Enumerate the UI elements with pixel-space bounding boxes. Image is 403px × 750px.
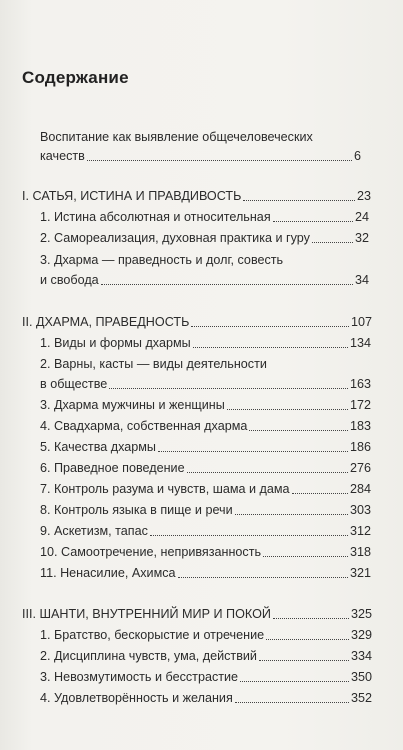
toc-entry[interactable] bbox=[40, 336, 371, 351]
toc-entry-text: 4. Удовлетворённость и желания bbox=[40, 691, 233, 705]
leader-dots bbox=[109, 388, 348, 389]
leader-dots bbox=[266, 639, 349, 640]
toc-entry-page: 303 bbox=[349, 503, 371, 517]
leader-dots bbox=[227, 409, 348, 410]
toc-entry-page: 329 bbox=[350, 628, 372, 642]
toc-entry-text: 7. Контроль разума и чувств, шама и дама bbox=[40, 482, 290, 496]
toc-entry-page: 6 bbox=[353, 149, 361, 163]
toc-entry-page: 321 bbox=[349, 566, 371, 580]
toc-entry[interactable] bbox=[40, 566, 371, 581]
leader-dots bbox=[259, 660, 349, 661]
toc-entry-text: 3. Дхарма мужчины и женщины bbox=[40, 398, 225, 412]
leader-dots bbox=[235, 514, 348, 515]
toc-entry-text: I. САТЬЯ, ИСТИНА И ПРАВДИВОСТЬ bbox=[22, 189, 242, 203]
toc-section-3[interactable] bbox=[22, 607, 372, 622]
toc-section-1[interactable] bbox=[22, 189, 371, 204]
leader-dots bbox=[101, 284, 353, 285]
toc-entry-line-1: 2. Варны, касты — виды деятельности bbox=[40, 357, 267, 371]
toc-entry[interactable] bbox=[40, 628, 372, 643]
leader-dots bbox=[249, 430, 348, 431]
toc-entry-line-1: 3. Дхарма — праведность и долг, совесть bbox=[40, 253, 284, 267]
toc-entry-text: 1. Истина абсолютная и относительная bbox=[40, 210, 271, 224]
toc-entry-page: 24 bbox=[354, 210, 369, 224]
toc-entry[interactable] bbox=[40, 524, 371, 539]
leader-dots bbox=[178, 577, 348, 578]
toc-entry-page: 32 bbox=[354, 231, 369, 245]
toc-entry[interactable] bbox=[40, 273, 369, 288]
toc-entry-text: 11. Ненасилие, Ахимса bbox=[40, 566, 176, 580]
toc-entry[interactable] bbox=[40, 461, 371, 476]
toc-entry-text: 2. Самореализация, духовная практика и гуру bbox=[40, 231, 310, 245]
toc-entry-intro[interactable] bbox=[40, 149, 361, 164]
toc-entry-page: 352 bbox=[350, 691, 372, 705]
toc-entry-page: 186 bbox=[349, 440, 371, 454]
toc-entry-page: 325 bbox=[350, 607, 372, 621]
leader-dots bbox=[187, 472, 348, 473]
leader-dots bbox=[263, 556, 348, 557]
leader-dots bbox=[273, 221, 353, 222]
toc-entry[interactable] bbox=[40, 231, 369, 246]
toc-entry-page: 172 bbox=[349, 398, 371, 412]
leader-dots bbox=[312, 242, 353, 243]
toc-entry-text: 1. Братство, бескорыстие и отречение bbox=[40, 628, 265, 642]
toc-section-2[interactable] bbox=[22, 315, 372, 330]
toc-entry-page: 34 bbox=[354, 273, 369, 287]
leader-dots bbox=[158, 451, 348, 452]
leader-dots bbox=[292, 493, 348, 494]
toc-entry-page: 318 bbox=[349, 545, 371, 559]
toc-entry-text: III. ШАНТИ, ВНУТРЕННИЙ МИР И ПОКОЙ bbox=[22, 607, 271, 621]
intro-line-1: Воспитание как выявление общечеловеческих bbox=[40, 130, 313, 144]
toc-entry-page: 312 bbox=[349, 524, 371, 538]
leader-dots bbox=[235, 702, 349, 703]
toc-entry[interactable] bbox=[40, 377, 371, 392]
toc-entry[interactable] bbox=[40, 649, 372, 664]
toc-entry[interactable] bbox=[40, 440, 371, 455]
toc-entry-page: 134 bbox=[349, 336, 371, 350]
leader-dots bbox=[243, 200, 355, 201]
toc-entry-text: в обществе bbox=[40, 377, 108, 391]
leader-dots bbox=[273, 618, 349, 619]
toc-entry-page: 23 bbox=[356, 189, 371, 203]
toc-entry-text: и свобода bbox=[40, 273, 99, 287]
toc-entry[interactable] bbox=[40, 691, 372, 706]
toc-entry-text: 3. Невозмутимость и бесстрастие bbox=[40, 670, 239, 684]
toc-entry[interactable] bbox=[40, 419, 371, 434]
toc-entry[interactable] bbox=[40, 545, 371, 560]
page-title: Содержание bbox=[22, 68, 129, 87]
leader-dots bbox=[150, 535, 348, 536]
toc-entry-page: 284 bbox=[349, 482, 371, 496]
toc-entry-text: качеств bbox=[40, 149, 85, 163]
leader-dots bbox=[87, 160, 352, 161]
toc-entry-text: 5. Качества дхармы bbox=[40, 440, 156, 454]
toc-entry[interactable] bbox=[40, 210, 369, 225]
toc-entry[interactable] bbox=[40, 670, 372, 685]
toc-entry-text: 1. Виды и формы дхармы bbox=[40, 336, 191, 350]
toc-entry[interactable] bbox=[40, 398, 371, 413]
toc-entry-page: 107 bbox=[350, 315, 372, 329]
toc-entry-text: 2. Дисциплина чувств, ума, действий bbox=[40, 649, 257, 663]
leader-dots bbox=[191, 326, 349, 327]
toc-entry-text: 9. Аскетизм, тапас bbox=[40, 524, 148, 538]
toc-entry-page: 334 bbox=[350, 649, 372, 663]
toc-entry-page: 163 bbox=[349, 377, 371, 391]
toc-entry-text: 6. Праведное поведение bbox=[40, 461, 185, 475]
toc-entry-text: 10. Самоотречение, непривязанность bbox=[40, 545, 262, 559]
leader-dots bbox=[193, 347, 348, 348]
toc-entry-page: 276 bbox=[349, 461, 371, 475]
toc-entry-page: 350 bbox=[350, 670, 372, 684]
leader-dots bbox=[240, 681, 349, 682]
toc-entry-text: II. ДХАРМА, ПРАВЕДНОСТЬ bbox=[22, 315, 190, 329]
toc-entry-page: 183 bbox=[349, 419, 371, 433]
toc-entry-text: 8. Контроль языка в пище и речи bbox=[40, 503, 233, 517]
toc-entry[interactable] bbox=[40, 503, 371, 518]
toc-entry[interactable] bbox=[40, 482, 371, 497]
toc-entry-text: 4. Свадхарма, собственная дхарма bbox=[40, 419, 248, 433]
